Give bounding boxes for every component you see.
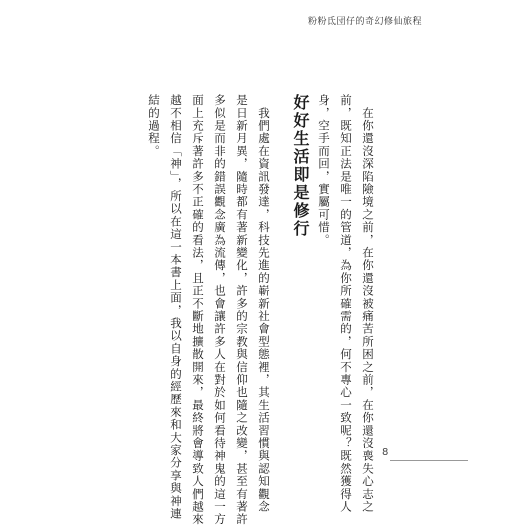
running-header: 粉粉氐団仔的奇幻修仙旅程 xyxy=(307,17,422,27)
text-line: 身，空手而回，實屬可惜。 xyxy=(317,94,331,247)
footer-rule xyxy=(390,460,468,461)
page-number: 8 xyxy=(382,447,389,458)
text-line: 前，既知正法是唯一的管道，為你所確需的，何不專心一致呢？既然獲得人 xyxy=(339,94,353,514)
text-line: 結的過程。 xyxy=(147,94,161,158)
text-line: 越不相信「神」，所以在這一本書上面，我以自身的經歷來和大家分享與神連 xyxy=(169,94,183,521)
text-line: 面上充斥著許多不正確的看法，且正不斷地擴散開來，最終將會導致人們越來 xyxy=(191,94,205,526)
text-line: 在你還沒深陷險境之前，在你還沒被痛苦所困之前，在你還沒喪失心志之 xyxy=(361,94,375,514)
section-heading: 好好生活即是修行 xyxy=(291,94,310,238)
text-line: 多似是而非的錯誤觀念廣為流傳，也會讓許多人在對於如何看待神鬼的這一方 xyxy=(213,94,227,526)
text-line: 是日新月異，隨時都有著新變化，許多的宗教與信仰也隨之改變，甚至有著許 xyxy=(235,94,249,526)
text-line: 我們處在資訊發達，科技先進的嶄新社會型態裡，其生活習慣與認知觀念 xyxy=(257,94,271,514)
